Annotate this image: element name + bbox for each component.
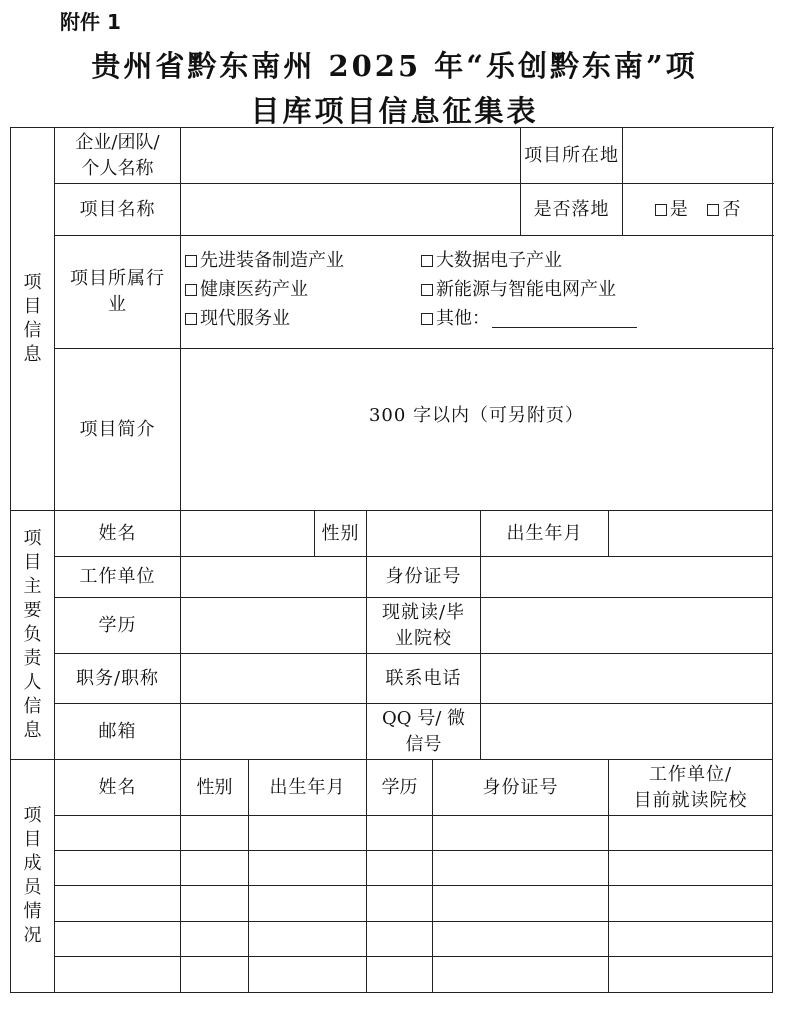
landed-no-option[interactable]: 否 (707, 199, 740, 220)
member-employer-cell[interactable] (609, 886, 773, 922)
member-header-gender: 性别 (181, 760, 249, 816)
member-birth-cell[interactable] (249, 886, 367, 922)
member-employer-cell[interactable] (609, 957, 773, 993)
member-header-id: 身份证号 (433, 760, 609, 816)
leader-gender-label: 性别 (315, 511, 367, 557)
member-birth-cell[interactable] (249, 816, 367, 851)
location-label: 项目所在地 (521, 128, 623, 184)
member-education-cell[interactable] (367, 851, 433, 886)
member-gender-cell[interactable] (181, 851, 249, 886)
member-header-education: 学历 (367, 760, 433, 816)
leader-education-label: 学历 (55, 598, 181, 654)
landed-label: 是否落地 (521, 184, 623, 236)
member-id-cell[interactable] (433, 816, 609, 851)
industry-option-other[interactable]: 其他： (421, 304, 637, 333)
industry-option-big-data[interactable]: 大数据电子产业 (421, 246, 562, 275)
leader-name-label: 姓名 (55, 511, 181, 557)
member-row (11, 816, 773, 851)
checkbox-icon[interactable] (421, 284, 433, 296)
member-name-cell[interactable] (55, 816, 181, 851)
leader-gender-field[interactable] (367, 511, 481, 557)
checkbox-icon[interactable] (185, 284, 197, 296)
checkbox-icon[interactable] (707, 204, 719, 216)
member-employer-cell[interactable] (609, 816, 773, 851)
member-gender-cell[interactable] (181, 922, 249, 957)
checkbox-icon[interactable] (655, 204, 667, 216)
member-employer-cell[interactable] (609, 851, 773, 886)
leader-phone-field[interactable] (481, 654, 773, 704)
member-header-employer: 工作单位/ 目前就读院校 (609, 760, 773, 816)
member-name-cell[interactable] (55, 922, 181, 957)
member-gender-cell[interactable] (181, 816, 249, 851)
leader-title-field[interactable] (181, 654, 367, 704)
member-gender-cell[interactable] (181, 886, 249, 922)
other-industry-input[interactable] (492, 307, 637, 328)
members-section-label: 项目成员情况 (11, 760, 55, 993)
leader-birth-label: 出生年月 (481, 511, 609, 557)
leader-employer-field[interactable] (181, 557, 367, 598)
member-id-cell[interactable] (433, 886, 609, 922)
project-name-label: 项目名称 (55, 184, 181, 236)
intro-field[interactable] (181, 349, 773, 511)
leader-info-section-label: 项目主要负责人信息 (11, 511, 55, 760)
member-birth-cell[interactable] (249, 922, 367, 957)
industry-option-advanced-equipment[interactable]: 先进装备制造产业 (185, 246, 421, 275)
leader-email-field[interactable] (181, 704, 367, 760)
industry-option-new-energy[interactable]: 新能源与智能电网产业 (421, 275, 616, 304)
member-header-name: 姓名 (55, 760, 181, 816)
member-name-cell[interactable] (55, 957, 181, 993)
intro-note: 300 字以内（可另附页） (368, 404, 585, 426)
member-gender-cell[interactable] (181, 957, 249, 993)
industry-option-health-medicine[interactable]: 健康医药产业 (185, 275, 421, 304)
member-education-cell[interactable] (367, 886, 433, 922)
project-info-section-label: 项目信息 (11, 128, 55, 511)
checkbox-icon[interactable] (421, 255, 433, 267)
member-education-cell[interactable] (367, 816, 433, 851)
leader-phone-label: 联系电话 (367, 654, 481, 704)
member-row (11, 957, 773, 993)
project-info-form (10, 127, 773, 993)
leader-qq-label: QQ 号/ 微 信号 (367, 704, 481, 760)
member-birth-cell[interactable] (249, 957, 367, 993)
leader-id-field[interactable] (481, 557, 773, 598)
leader-name-field[interactable] (181, 511, 315, 557)
member-name-cell[interactable] (55, 886, 181, 922)
member-id-cell[interactable] (433, 957, 609, 993)
member-header-birth: 出生年月 (249, 760, 367, 816)
project-name-field[interactable] (181, 184, 521, 236)
leader-qq-field[interactable] (481, 704, 773, 760)
member-id-cell[interactable] (433, 851, 609, 886)
checkbox-icon[interactable] (185, 313, 197, 325)
leader-title-label: 职务/职称 (55, 654, 181, 704)
leader-school-label: 现就读/毕 业院校 (367, 598, 481, 654)
checkbox-icon[interactable] (185, 255, 197, 267)
leader-email-label: 邮箱 (55, 704, 181, 760)
industry-options (181, 236, 773, 349)
leader-employer-label: 工作单位 (55, 557, 181, 598)
industry-option-modern-service[interactable]: 现代服务业 (185, 304, 421, 333)
member-name-cell[interactable] (55, 851, 181, 886)
leader-school-field[interactable] (481, 598, 773, 654)
entity-name-field[interactable] (181, 128, 521, 184)
checkbox-icon[interactable] (421, 313, 433, 325)
member-id-cell[interactable] (433, 922, 609, 957)
member-row (11, 886, 773, 922)
leader-education-field[interactable] (181, 598, 367, 654)
member-employer-cell[interactable] (609, 922, 773, 957)
entity-name-label: 企业/团队/ 个人名称 (55, 128, 181, 184)
member-education-cell[interactable] (367, 922, 433, 957)
intro-label: 项目简介 (55, 349, 181, 511)
form-title-line-2: 目库项目信息征集表 (250, 94, 539, 128)
attachment-label: 附件 1 (60, 10, 121, 34)
leader-birth-field[interactable] (609, 511, 773, 557)
member-row (11, 922, 773, 957)
landed-yes-option[interactable]: 是 (655, 199, 688, 220)
member-education-cell[interactable] (367, 957, 433, 993)
landed-options (623, 184, 773, 236)
form-title-line-1: 贵州省黔东南州 2025 年“乐创黔东南”项 (91, 49, 698, 83)
leader-id-label: 身份证号 (367, 557, 481, 598)
location-field[interactable] (623, 128, 773, 184)
member-birth-cell[interactable] (249, 851, 367, 886)
industry-label: 项目所属行业 (55, 236, 181, 349)
member-row (11, 851, 773, 886)
